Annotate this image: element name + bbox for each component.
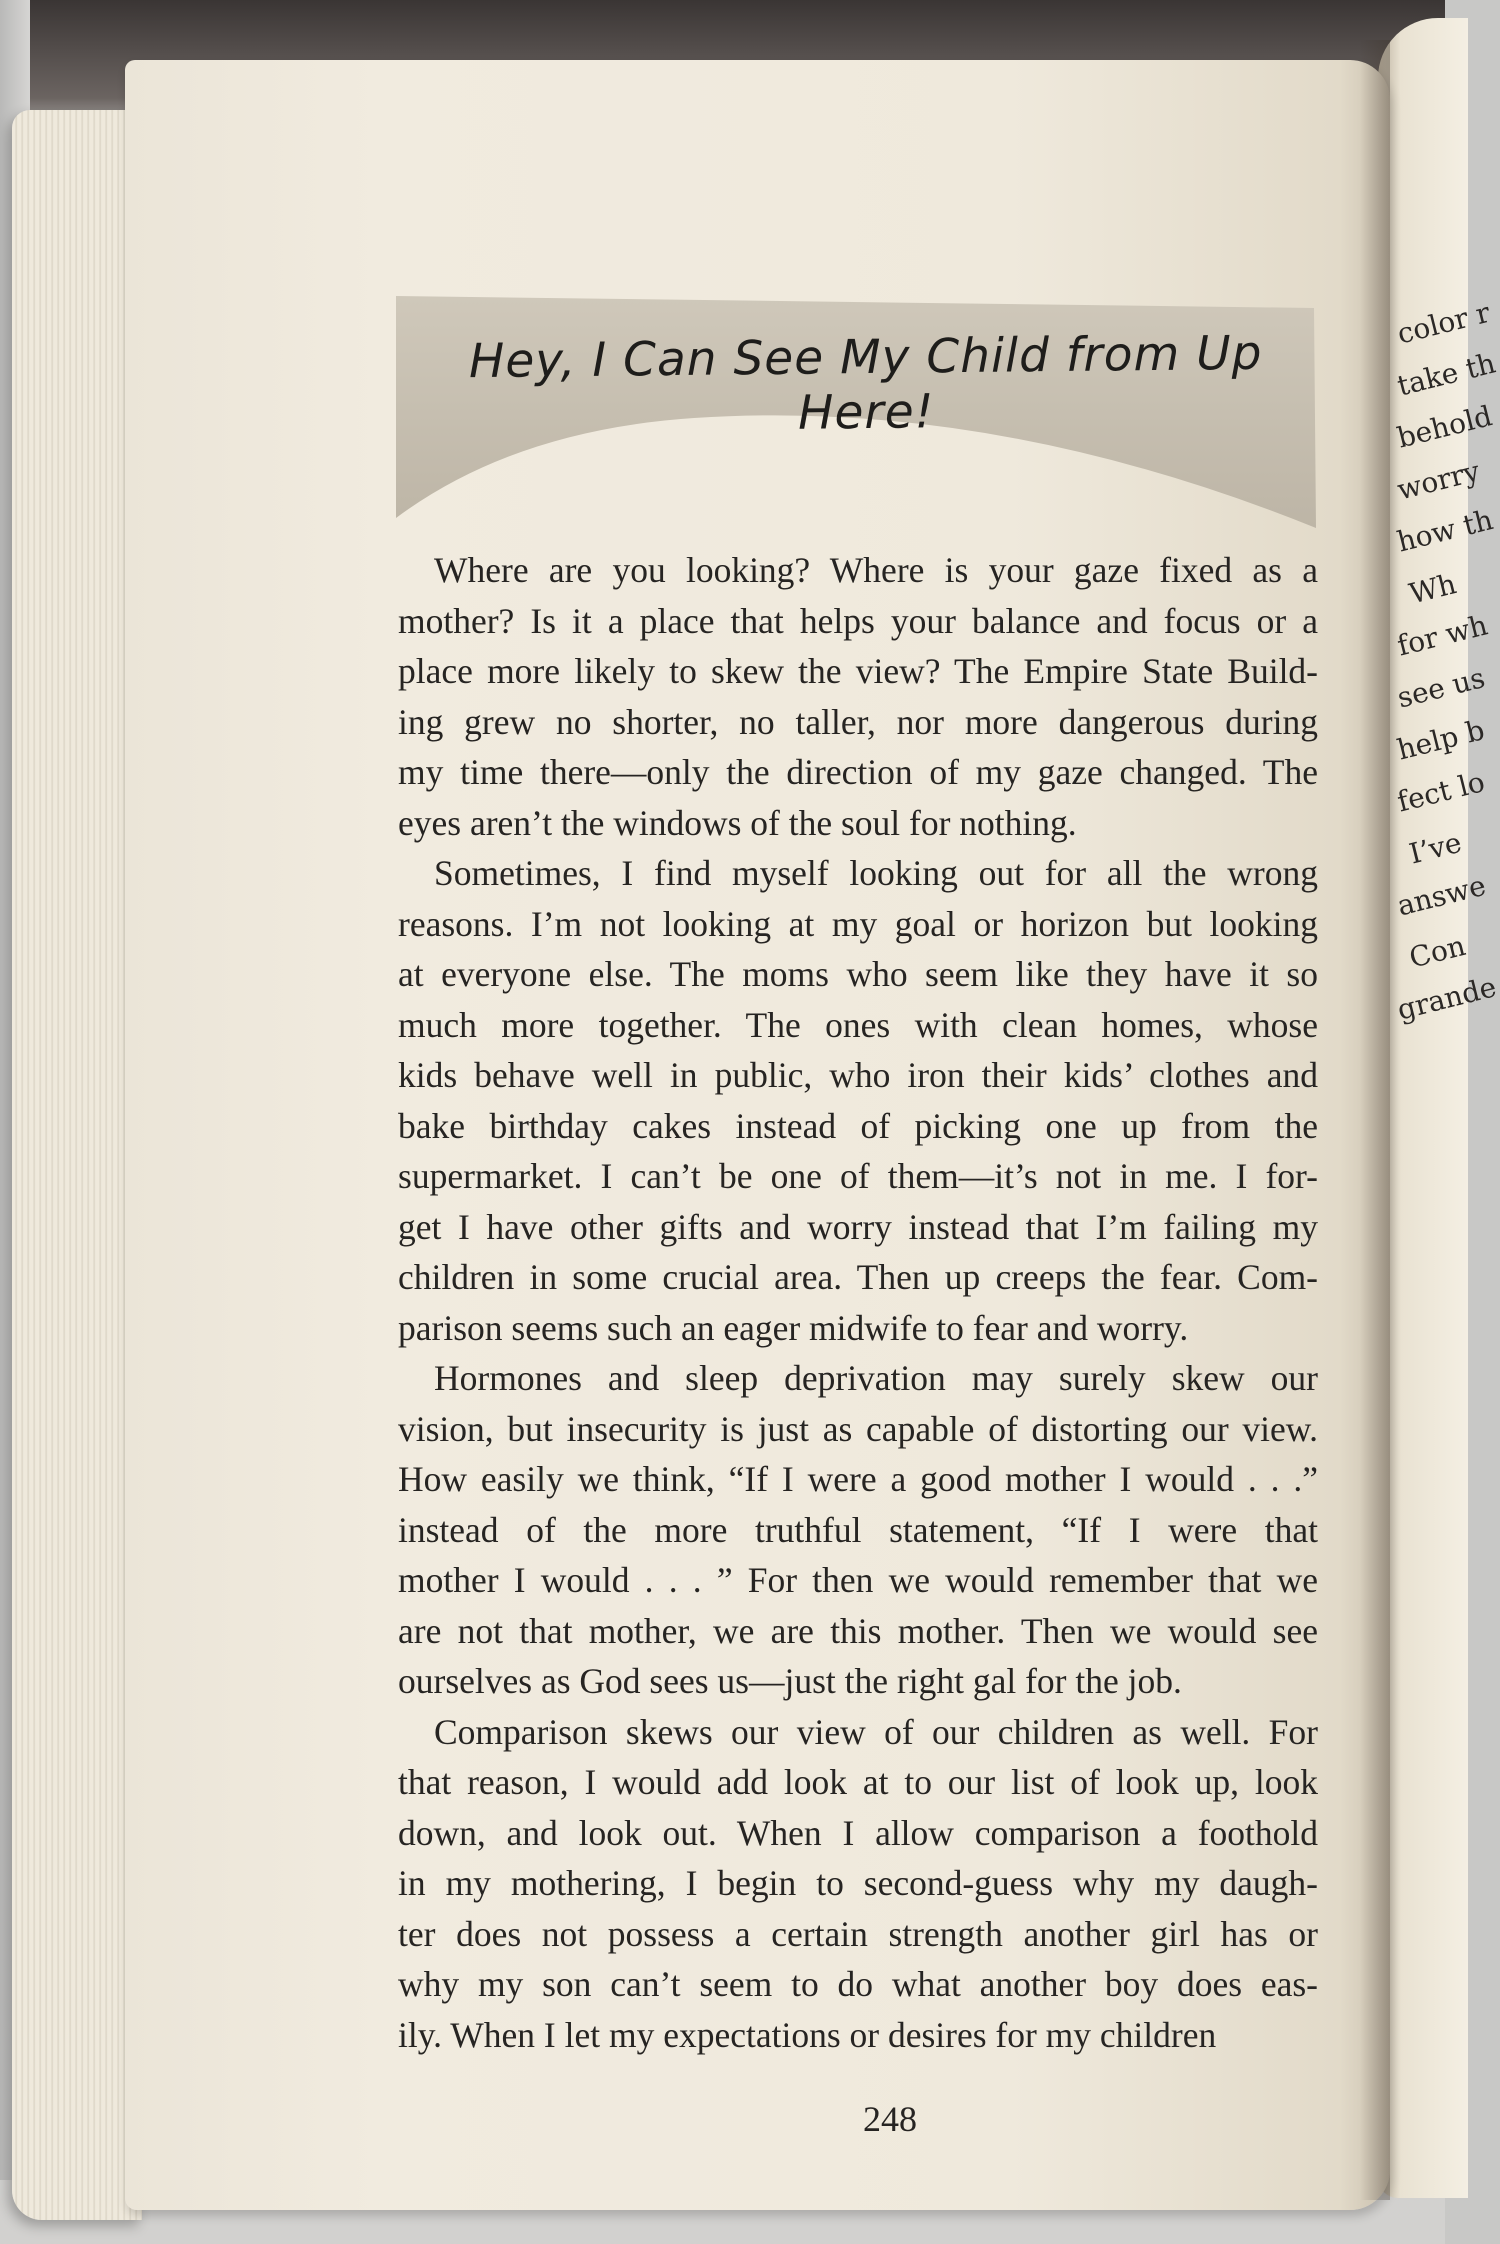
facing-page-fragment: I’ve (1406, 825, 1465, 871)
facing-page-fragment: help b (1394, 713, 1488, 767)
facing-page-fragment: answe (1394, 868, 1489, 923)
facing-page-fragment: fect lo (1394, 765, 1488, 819)
facing-page-fragment: how th (1394, 503, 1497, 559)
text-line: place more likely to skew the view? The Empire State Build- (398, 651, 1318, 691)
text-line: reasons. I’m not looking at my goal or horizon but looking (398, 903, 1318, 944)
text-line: much more together. The ones with clean homes, whose (398, 1004, 1318, 1045)
text-line: children in some crucial area. Then up creeps the fear. Com- (398, 1257, 1318, 1297)
text-line: get I have other gifts and worry instead that I’m failing my (398, 1206, 1318, 1247)
facing-page-fragment: Con (1406, 928, 1469, 975)
paragraph (398, 1353, 1318, 1707)
facing-page-fragment: take th (1394, 346, 1499, 403)
text-line: why my son can’t seem to do what another boy does eas- (398, 1964, 1318, 2004)
text-line: that reason, I would add look at to our list of look up, look (398, 1762, 1318, 1802)
paragraph (398, 848, 1318, 1353)
text-line: Comparison skews our view of our children as well. For (434, 1711, 1318, 1752)
text-line: are not that mother, we are this mother. Then we would see (398, 1610, 1318, 1651)
text-line: mother? Is it a place that helps your balance and focus or a (398, 600, 1318, 641)
page-stack-edge (12, 110, 142, 2220)
facing-page-fragment: for wh (1394, 608, 1491, 663)
chapter-title: Hey, I Can See My Child from Up Here! (468, 325, 1263, 441)
body-text (398, 545, 1318, 2060)
facing-page-fragment: color r (1394, 295, 1494, 351)
chapter-banner (394, 278, 1316, 528)
text-line: eyes aren’t the windows of the soul for nothing. (398, 802, 1077, 843)
text-line: Sometimes, I find myself looking out for all the wrong (434, 853, 1318, 893)
text-line: vision, but insecurity is just as capable of distorting our view. (398, 1408, 1318, 1449)
facing-page-fragment: grande (1394, 970, 1500, 1027)
paragraph (398, 545, 1318, 848)
text-line: kids behave well in public, who iron their kids’ clothes and (398, 1055, 1318, 1095)
text-line: ily. When I let my expectations or desires for my children (398, 2014, 1217, 2055)
text-line: at everyone else. The moms who seem like they have it so (398, 954, 1318, 994)
page-number: 248 (863, 2099, 917, 2139)
text-line: instead of the more truthful statement, “If I were that (398, 1509, 1318, 1550)
facing-page-fragment: behold (1394, 399, 1496, 455)
text-line: ter does not possess a certain strength another girl has or (398, 1913, 1318, 1954)
text-line: parison seems such an eager midwife to fear and worry. (398, 1307, 1189, 1348)
text-line: Where are you looking? Where is your gaze fixed as a (434, 550, 1318, 590)
text-line: down, and look out. When I allow comparison a foothold (398, 1812, 1318, 1853)
facing-page (1378, 18, 1500, 2198)
text-line: ourselves as God sees us—just the right gal for the job. (398, 1661, 1182, 1701)
text-line: mother I would . . . ” For then we would remember that we (398, 1560, 1318, 1600)
paragraph (398, 1707, 1318, 2061)
facing-page-fragment: Wh (1406, 567, 1460, 611)
text-line: my time there—only the direction of my gaze changed. The (398, 752, 1318, 792)
facing-page-fragment: see us (1394, 661, 1489, 715)
text-line: Hormones and sleep deprivation may surely skew our (434, 1358, 1318, 1398)
text-line: in my mothering, I begin to second-guess why my daugh- (398, 1863, 1318, 1903)
text-line: bake birthday cakes instead of picking one up from the (398, 1105, 1318, 1146)
page-gutter-shadow (1360, 40, 1390, 2200)
text-line: How easily we think, “If I were a good mother I would . . .” (398, 1459, 1318, 1499)
text-line: ing grew no shorter, no taller, nor more dangerous during (398, 701, 1318, 742)
facing-page-fragment: worry (1394, 454, 1483, 507)
text-line: supermarket. I can’t be one of them—it’s not in me. I for- (398, 1156, 1318, 1196)
